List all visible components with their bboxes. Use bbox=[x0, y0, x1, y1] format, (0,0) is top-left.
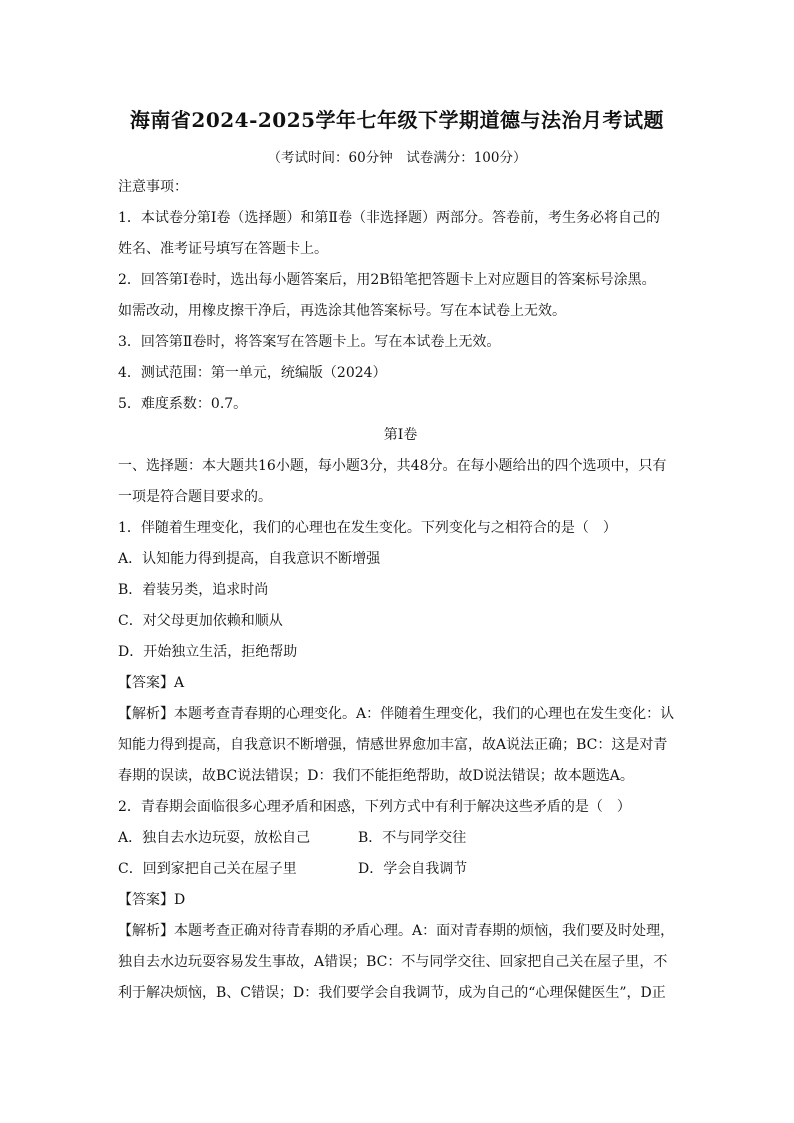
question-1-option-b: B．着装另类，追求时尚 bbox=[118, 582, 269, 598]
note-line: 5．难度系数：0.7。 bbox=[118, 396, 248, 412]
question-2-options-row bbox=[118, 854, 683, 885]
note-line: 1．本试卷分第Ⅰ卷（选择题）和第Ⅱ卷（非选择题）两部分。答卷前，考生务必将自己的 bbox=[118, 210, 660, 226]
question-2-analysis: 【解析】本题考查正确对待青春期的矛盾心理。A：面对青春期的烦恼，我们要及时处理， bbox=[118, 923, 675, 939]
question-1-option-a: A．认知能力得到提高，自我意识不断增强 bbox=[118, 551, 381, 567]
question-1-analysis: 春期的误读，故BC说法错误；D：我们不能拒绝帮助，故D说法错误；故本题选A。 bbox=[118, 768, 634, 784]
section-title: 第Ⅰ卷 bbox=[383, 427, 418, 443]
note-line: 3．回答第Ⅱ卷时，将答案写在答题卡上。写在本试卷上无效。 bbox=[118, 334, 501, 350]
question-2-option-a: A．独自去水边玩耍，放松自己 bbox=[118, 830, 311, 846]
question-2-options-row bbox=[118, 823, 683, 854]
question-2-option-b: B．不与同学交往 bbox=[358, 830, 467, 846]
note-line: 2．回答第Ⅰ卷时，选出每小题答案后，用2B铅笔把答题卡上对应题目的答案标号涂黑。 bbox=[118, 272, 656, 288]
document-body bbox=[118, 172, 683, 1009]
question-1-analysis: 【解析】本题考查青春期的心理变化。A：伴随着生理变化，我们的心理也在发生变化：认 bbox=[118, 706, 675, 722]
question-2-option-d: D．学会自我调节 bbox=[358, 861, 468, 877]
question-2-option-c: C．回到家把自己关在屋子里 bbox=[118, 861, 297, 877]
question-1-stem: 1．伴随着生理变化，我们的心理也在发生变化。下列变化与之相符合的是（ ） bbox=[118, 520, 617, 536]
question-1-analysis: 知能力得到提高，自我意识不断增强，情感世界愈加丰富，故A说法正确；BC：这是对青 bbox=[118, 737, 668, 753]
exam-info: （考试时间：60分钟 试卷满分：100分） bbox=[267, 150, 527, 166]
question-2-analysis: 利于解决烦恼，B、C错误；D：我们要学会自我调节，成为自己的“心理保健医生”，D正 bbox=[118, 985, 666, 1001]
question-1-answer: 【答案】A bbox=[118, 675, 185, 691]
question-1-option-d: D．开始独立生活，拒绝帮助 bbox=[118, 644, 298, 660]
question-2-answer: 【答案】D bbox=[118, 892, 186, 908]
question-2-stem: 2．青春期会面临很多心理矛盾和困惑，下列方式中有利于解决这些矛盾的是（ ） bbox=[118, 799, 631, 815]
question-2-analysis: 独自去水边玩耍容易发生事故，A错误；BC：不与同学交往、回家把自己关在屋子里，不 bbox=[118, 954, 668, 970]
section-intro: 一、选择题：本大题共16小题，每小题3分，共48分。在每小题给出的四个选项中，只有 bbox=[118, 458, 667, 474]
note-line: 如需改动，用橡皮擦干净后，再选涂其他答案标号。写在本试卷上无效。 bbox=[118, 303, 566, 319]
question-1-option-c: C．对父母更加依赖和顺从 bbox=[118, 613, 283, 629]
notes-heading: 注意事项： bbox=[118, 179, 188, 195]
note-line: 姓名、准考证号填写在答题卡上。 bbox=[118, 241, 328, 257]
note-line: 4．测试范围：第一单元，统编版（2024） bbox=[118, 365, 387, 381]
page-title: 海南省2024-2025学年七年级下学期道德与法治月考试题 bbox=[129, 108, 665, 132]
section-intro: 一项是符合题目要求的。 bbox=[118, 489, 272, 505]
